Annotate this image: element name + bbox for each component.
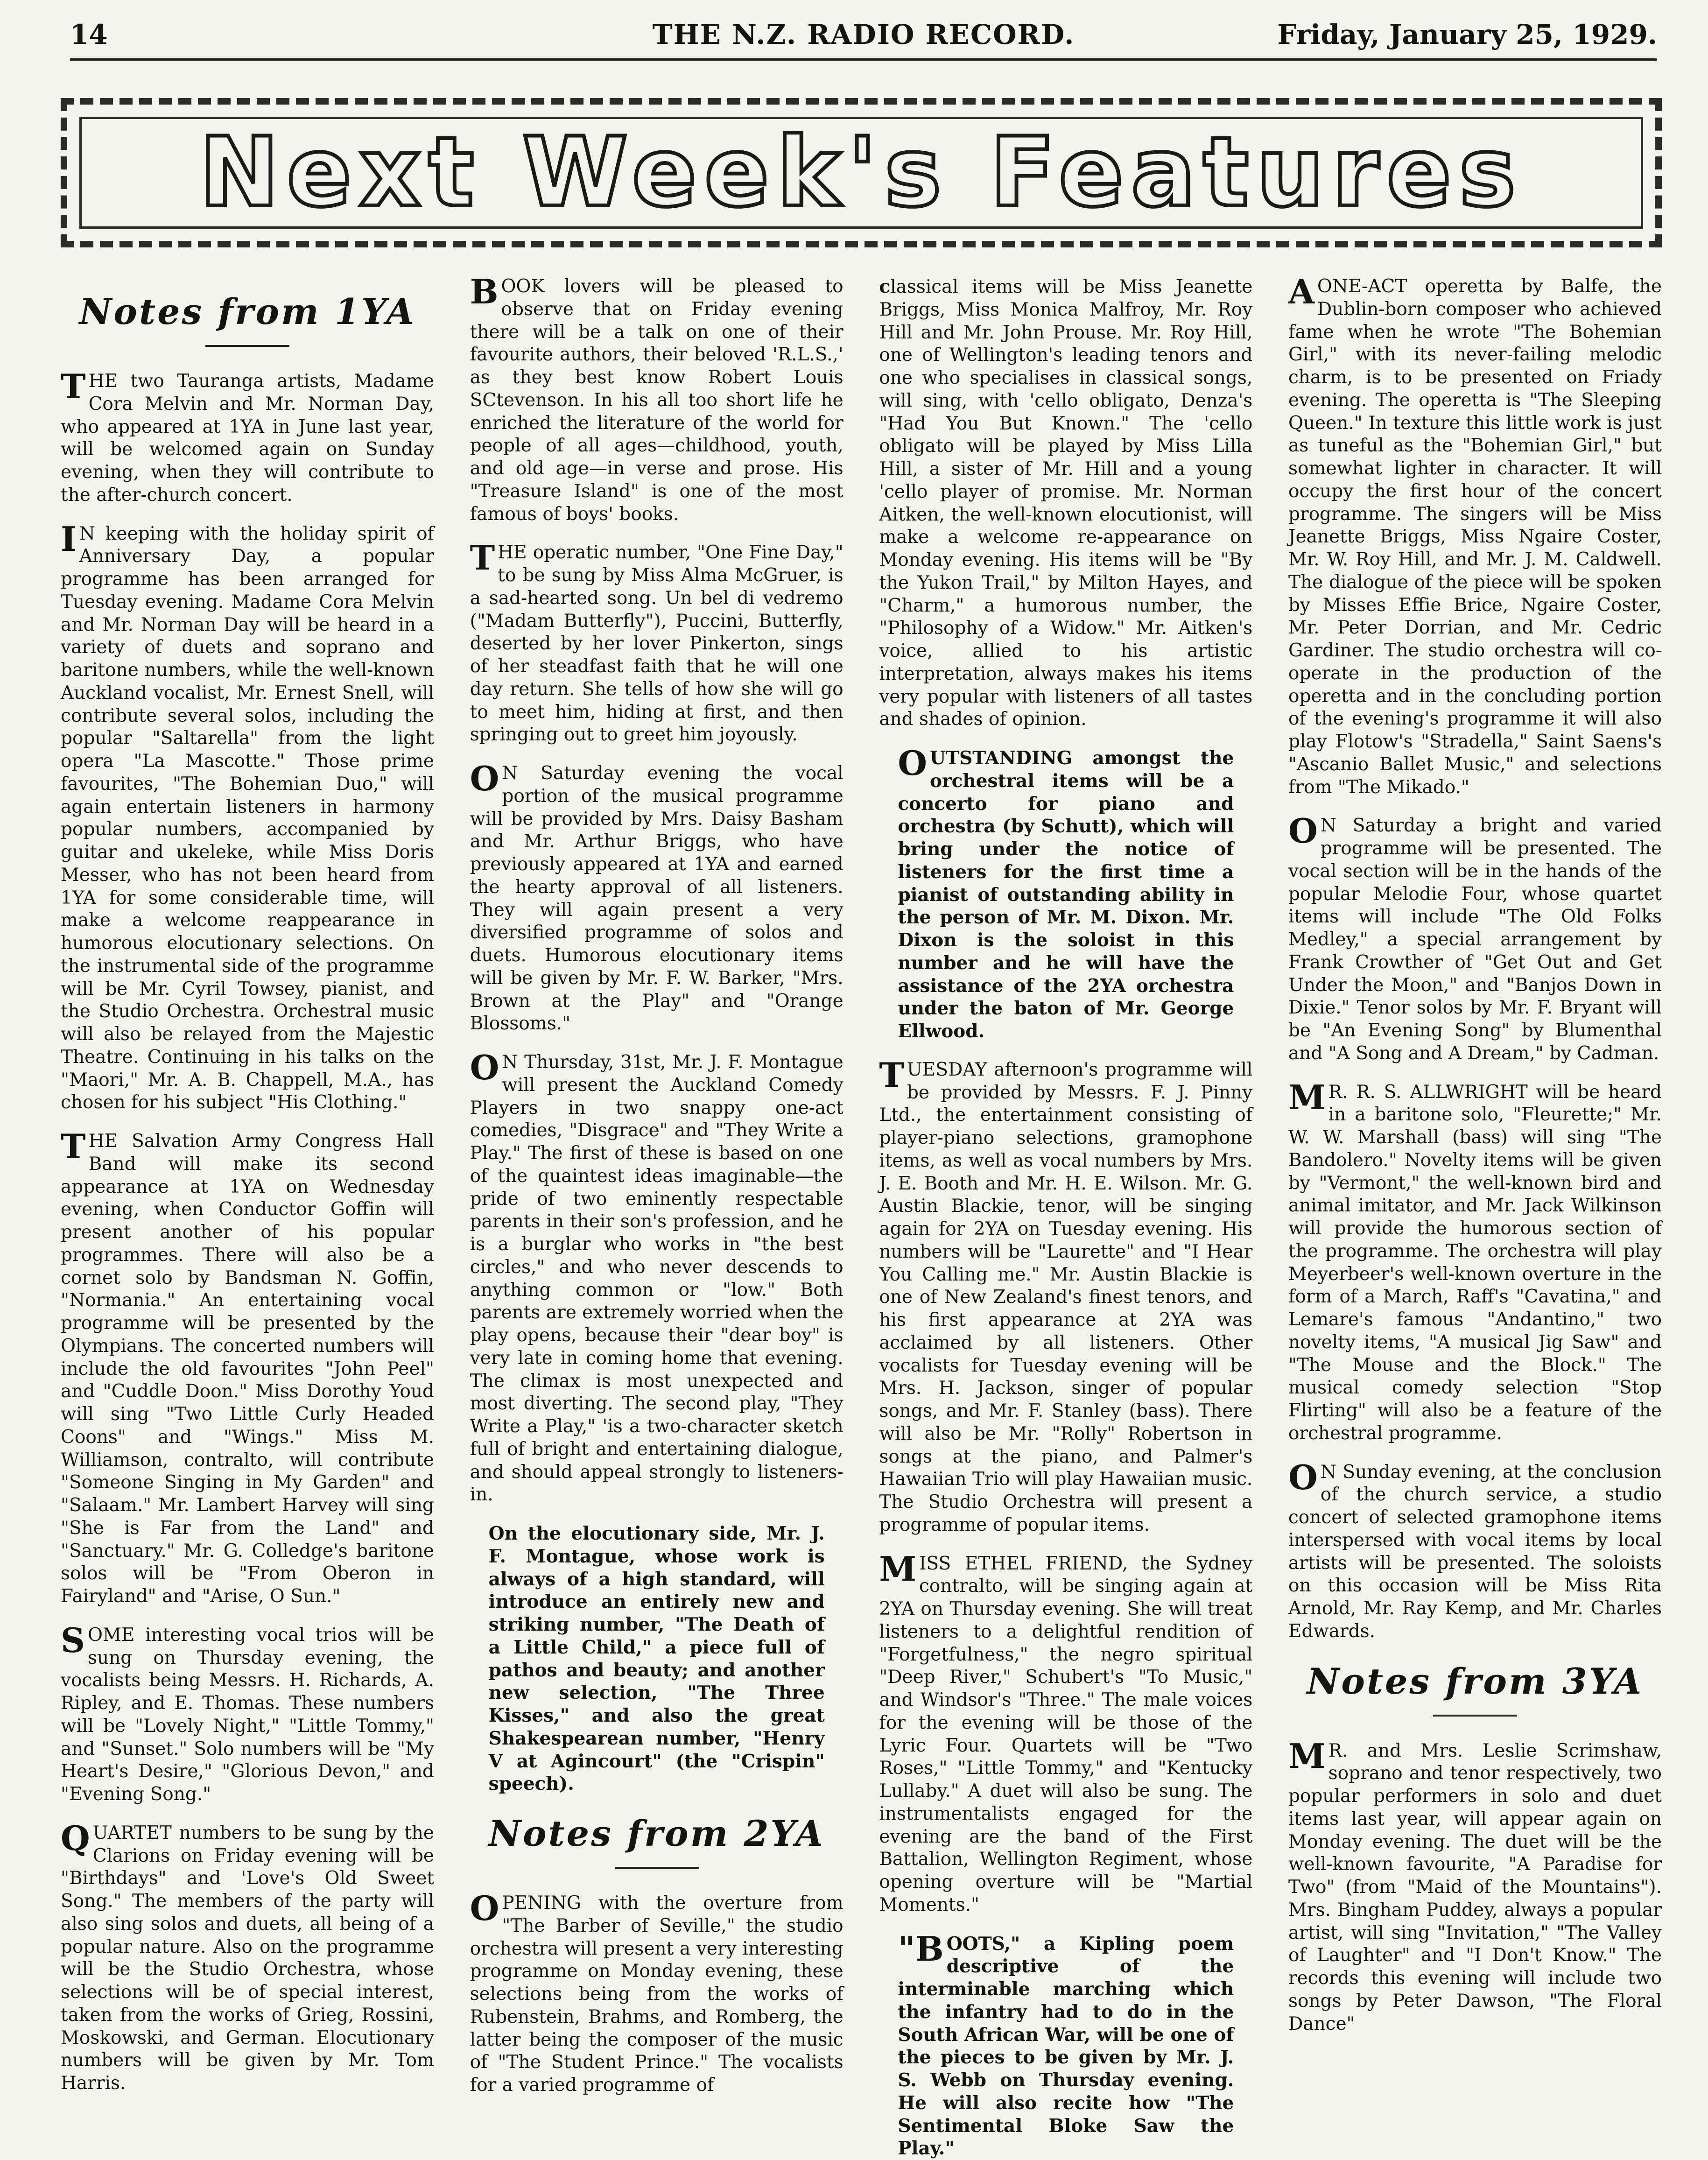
paragraph: MISS ETHEL FRIEND, the Sydney contralto, will be singing again at 2YA on Thursday evening. She will treat listeners to a delightful rendition of "Forgetfulness," the negro spiritual "Deep River," Schubert's "To Music," and Windsor's "Three." The male voices for the evening will be those of the Lyric Four. Quartets will be "Two Roses," "Little Tommy," and "Kentucky Lullaby." A duet will also be sung. The instrumentalists engaged for the evening are the band of the First Battalion, Wellington Regiment, whose opening overture will be "Martial Moments." bbox=[879, 1553, 1252, 1917]
paragraph-bold: "BOOTS," a Kipling poem descriptive of the interminable marching which the infantry had to do in the South African War, will be one of the pieces to be given by Mr. J. S. Webb on Thursday evening. He will also recite how "The Sentimental Bloke Saw the Play." bbox=[898, 1933, 1234, 2160]
heading-rule bbox=[615, 1867, 699, 1869]
paragraph-bold: OUTSTANDING amongst the orchestral items will be a concerto for piano and orchestra (by Schutt), which will bring under the notice of listeners for the first time a pianist of outstanding ability in the person of Mr. M. Dixon. Mr. Dixon is the soloist in this number and he will have the assistance of the 2YA orchestra under the baton of Mr. George Ellwood. bbox=[898, 747, 1234, 1043]
heading-rule bbox=[205, 345, 289, 347]
section-heading-1ya: Notes from 1YA bbox=[61, 289, 434, 334]
paragraph: TUESDAY afternoon's programme will be provided by Messrs. F. J. Pinny Ltd., the entertainment consisting of player-piano selections, gramophone items, as well as vocal numbers by Mrs. J. E. Booth and Mr. H. E. Wilson. Mr. G. Austin Blackie, tenor, will be singing again for 2YA on Tuesday evening. His numbers will be "Laurette" and "I Hear You Calling me." Mr. Austin Blackie is one of New Zealand's finest tenors, and his first appearance at 2YA was acclaimed by all listeners. Other vocalists for Tuesday evening will be Mrs. H. Jackson, singer of popular songs, and Mr. F. Stanley (bass). There will also be Mr. "Rolly" Robertson in songs at the piano, and Palmer's Hawaiian Trio will play Hawaiian music. The Studio Orchestra will present a programme of popular items. bbox=[879, 1059, 1252, 1537]
paper-title: THE N.Z. RADIO RECORD. bbox=[70, 19, 1657, 50]
column-3 bbox=[879, 275, 1252, 2087]
paragraph: ON Saturday a bright and varied programme will be presented. The vocal section will be in the hands of the popular Melodie Four, whose quartet items will include "The Old Folks Medley," a special arrangement by Frank Crowther of "Get Out and Get Under the Moon," and "Banjos Down in Dixie." Tenor solos by Mr. F. Bryant will be "An Evening Song" by Blumenthal and "A Song and A Dream," by Cadman. bbox=[1288, 815, 1662, 1065]
paragraph: IN keeping with the holiday spirit of Anniversary Day, a popular programme has been arranged for Tuesday evening. Madame Cora Melvin and Mr. Norman Day will be heard in a variety of duets and soprano and baritone numbers, while the well-known Auckland vocalist, Mr. Ernest Snell, will contribute several solos, including the popular "Saltarella" from the light opera "La Mascotte." Those prime favourites, "The Bohemian Duo," will again entertain listeners in harmony popular numbers, accompanied by guitar and ukeleke, while Miss Doris Messer, who has not been heard from 1YA for some considerable time, will make a welcome reappearance in humorous elocutionary selections. On the instrumental side of the programme will be Mr. Cyril Towsey, pianist, and the Studio Orchestra. Orchestral music will also be relayed from the Majestic Theatre. Continuing in his talks on the "Maori," Mr. A. B. Chappell, M.A., has chosen for his subject "His Clothing." bbox=[61, 523, 434, 1115]
column-2 bbox=[470, 275, 843, 2087]
paragraph: THE Salvation Army Congress Hall Band will make its second appearance at 1YA on Wednesday evening, when Conductor Goffin will present another of his popular programmes. There will also be a cornet solo by Bandsman N. Goffin, "Normania." An entertaining vocal programme will be presented by the Olympians. The concerted numbers will include the old favourites "John Peel" and "Cuddle Doon." Miss Dorothy Youd will sing "Two Little Curly Headed Coons" and "Wings." Miss M. Williamson, contralto, will contribute "Someone Singing in My Garden" and "Salaam." Mr. Lambert Harvey will sing "She is Far from the Land" and "Sanctuary." Mr. G. Colledge's baritone solos will be "From Oberon in Fairyland" and "Arise, O Sun." bbox=[61, 1130, 434, 1608]
paragraph-bold: On the elocutionary side, Mr. J. F. Montague, whose work is always of a high standard, will introduce an entirely new and striking number, "The Death of a Little Child," a piece full of pathos and beauty; and another new selection, "The Three Kisses," and also the great Shakespearean number, "Henry V at Agincourt" (the "Crispin" speech). bbox=[489, 1522, 825, 1795]
section-heading-2ya: Notes from 2YA bbox=[470, 1811, 843, 1856]
paragraph: AONE-ACT operetta by Balfe, the Dublin-born composer who achieved fame when he wrote "The Bohemian Girl," with its never-failing melodic charm, is to be presented on Friady evening. The operetta is "The Sleeping Queen." In texture this little work is just as tuneful as the "Bohemian Girl," but somewhat lighter in character. It will occupy the first hour of the concert programme. The singers will be Miss Jeanette Briggs, Miss Ngaire Coster, Mr. W. Roy Hill, and Mr. J. M. Caldwell. The dialogue of the piece will be spoken by Misses Effie Brice, Ngaire Coster, Mr. Peter Dorrian, and Mr. Cedric Gardiner. The studio orchestra will co-operate in the production of the operetta and in the concluding portion of the evening's programme it will also play Flotow's "Stradella," Saint Saens's "Ascanio Ballet Music," and selections from "The Mikado." bbox=[1288, 275, 1662, 799]
feature-banner bbox=[61, 98, 1662, 247]
paragraph: OPENING with the overture from "The Barber of Seville," the studio orchestra will present a very interesting programme on Monday evening, these selections being from the works of Rubenstein, Brahms, and Romberg, the latter being the composer of the music of "The Student Prince." The vocalists for a varied programme of bbox=[470, 1892, 843, 2097]
issue-date: Friday, January 25, 1929. bbox=[1277, 19, 1657, 50]
banner-title: Next Week's Features bbox=[199, 117, 1524, 228]
paragraph: THE two Tauranga artists, Madame Cora Melvin and Mr. Norman Day, who appeared at 1YA in June last year, will be welcomed again on Sunday evening, when they will contribute to the after-church concert. bbox=[61, 370, 434, 507]
page-number: 14 bbox=[70, 19, 108, 50]
paragraph: SOME interesting vocal trios will be sung on Thursday evening, the vocalists being Messrs. H. Richards, A. Ripley, and E. Thomas. These numbers will be "Lovely Night," "Little Tommy," and "Sunset." Solo numbers will be "My Heart's Desire," "Glorious Devon," and "Evening Song." bbox=[61, 1624, 434, 1806]
paragraph: QUARTET numbers to be sung by the Clarions on Friday evening will be "Birthdays" and 'Love's Old Sweet Song." The members of the party will also sing solos and duets, all being of a popular nature. Also on the programme will be the Studio Orchestra, whose selections will be of special interest, taken from the works of Grieg, Rossini, Moskowski, and German. Elocutionary numbers will be given by Mr. Tom Harris. bbox=[61, 1822, 434, 2095]
paragraph: ON Sunday evening, at the conclusion of the church service, a studio concert of selected gramophone items interspersed with vocal items by local artists will be presented. The soloists on this occasion will be Miss Rita Arnold, Mr. Ray Kemp, and Mr. Charles Edwards. bbox=[1288, 1461, 1662, 1643]
paragraph: ON Saturday evening the vocal portion of the musical programme will be provided by Mrs. Daisy Basham and Mr. Arthur Briggs, who have previously appeared at 1YA and earned the hearty approval of all listeners. They will again present a very diversified programme of solos and duets. Humorous elocutionary items will be given by Mr. F. W. Barker, "Mrs. Brown at the Play" and "Orange Blossoms." bbox=[470, 762, 843, 1035]
paragraph: MR. R. S. ALLWRIGHT will be heard in a baritone solo, "Fleurette;" Mr. W. W. Marshall (bass) will sing "The Bandolero." Novelty items will be given by "Vermont," the well-known bird and animal imitator, and Mr. Jack Wilkinson will provide the humorous section of the programme. The orchestra will play Meyerbeer's well-known overture in the form of a March, Raff's "Cavatina," and Lemare's famous "Andantino," two novelty items, "A musical Jig Saw" and "The Mouse and the Block." The musical comedy selection "Stop Flirting" will also be a feature of the orchestral programme. bbox=[1288, 1081, 1662, 1445]
section-heading-3ya: Notes from 3YA bbox=[1288, 1659, 1662, 1703]
paragraph: ON Thursday, 31st, Mr. J. F. Montague will present the Auckland Comedy Players in two snappy one-act comedies, "Disgrace" and "They Write a Play." The first of these is based on one of the quaintest ideas imaginable—the pride of two eminently respectable parents in their son's profession, and he is a burglar who works in "the best circles," and who never descends to anything common or "low." Both parents are extremely worried when the play opens, because their "dear boy" is very late in coming home that evening. The climax is most unexpected and most diverting. The second play, "They Write a Play," 'is a two-character sketch full of bright and entertaining dialogue, and should appeal strongly to listeners-in. bbox=[470, 1051, 843, 1506]
paragraph: THE operatic number, "One Fine Day," to be sung by Miss Alma McGruer, is a sad-hearted song. Un bel di vedremo ("Madam Butterfly"), Puccini, Butterfly, deserted by her lover Pinkerton, sings of her steadfast faith that he will one day return. She tells of how she will go to meet him, hiding at first, and then springing out to greet him joyously. bbox=[470, 542, 843, 746]
masthead bbox=[70, 14, 1657, 61]
column-4 bbox=[1288, 275, 1662, 2087]
article-columns bbox=[61, 275, 1662, 2087]
paragraph: classical items will be Miss Jeanette Briggs, Miss Monica Malfroy, Mr. Roy Hill and Mr. John Prouse. Mr. Roy Hill, one of Wellington's leading tenors and one who specialises in classical songs, will sing, with 'cello obligato, Denza's "Had You But Known." The 'cello obligato will be played by Miss Lilla Hill, a sister of Mr. Hill and a young 'cello player of promise. Mr. Norman Aitken, the well-known elocutionist, will make a welcome re-appearance on Monday evening. His items will be "By the Yukon Trail," by Milton Hayes, and "Charm," a humorous number, the "Philosophy of a Widow." Mr. Aitken's voice, allied to his artistic interpretation, always makes his items very popular with listeners of all tastes and shades of opinion. bbox=[879, 275, 1252, 731]
paragraph: BOOK lovers will be pleased to observe that on Friday evening there will be a talk on one of their favourite authors, their beloved 'R.L.S.,' as they best know Robert Louis SCtevenson. In his all too short life he enriched the literature of the world for people of all ages—childhood, youth, and old age—in verse and prose. His "Treasure Island" is one of the most famous of boys' books. bbox=[470, 275, 843, 526]
column-1 bbox=[61, 275, 434, 2087]
heading-rule bbox=[1433, 1715, 1517, 1717]
paragraph: MR. and Mrs. Leslie Scrimshaw, soprano and tenor respectively, two popular performers in solo and duet items last year, will appear again on Monday evening. The duet will be the well-known favourite, "A Paradise for Two" (from "Maid of the Mountains"). Mrs. Bingham Puddey, always a popular artist, will sing "Invitation," "The Valley of Laughter" and "I Don't Know." The records this evening will include two songs by Peter Dawson, "The Floral Dance" bbox=[1288, 1740, 1662, 2036]
